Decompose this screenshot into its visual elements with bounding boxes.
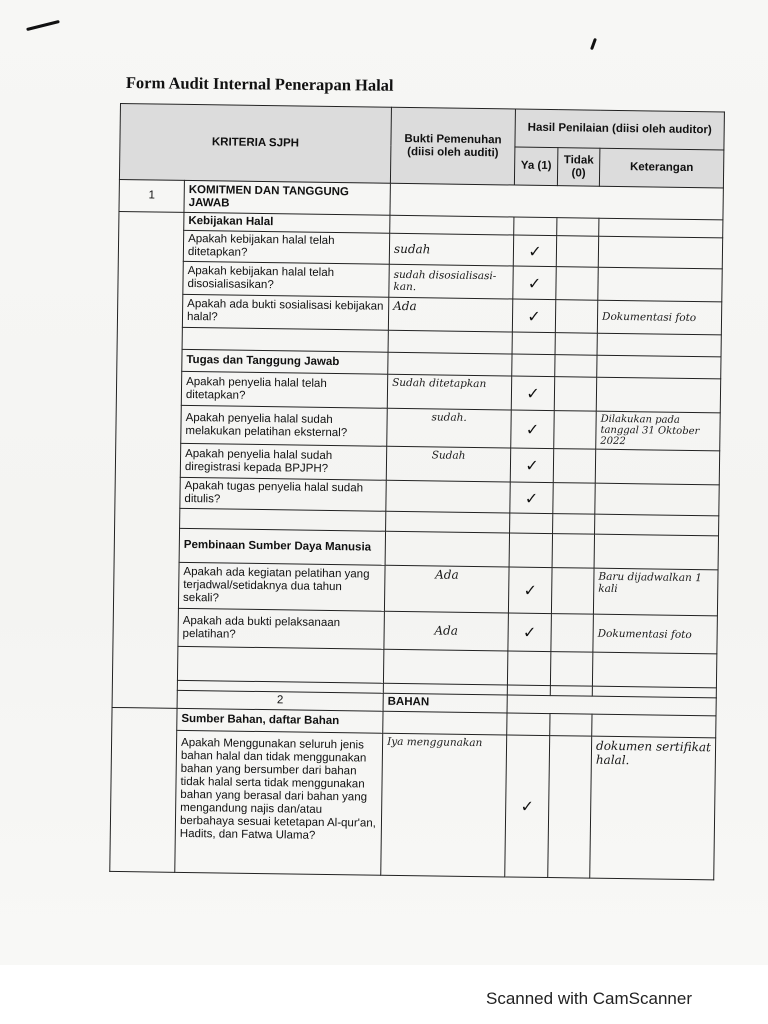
check-mark: ✓ (510, 482, 553, 514)
handwritten-keterangan: Dilakukan pada tanggal 31 Oktober 2022 (596, 411, 721, 451)
subsection-title: Tugas dan Tanggung Jawab (182, 349, 388, 374)
handwritten-keterangan: dokumen sertifikat halal. (590, 736, 716, 880)
handwritten-keterangan: Baru dijadwalkan 1 kali (593, 568, 718, 616)
check-mark: ✓ (508, 567, 552, 614)
header-tidak: Tidak (0) (557, 148, 600, 187)
header-kriteria: KRITERIA SJPH (119, 104, 391, 184)
subsection-title: Pembinaan Sumber Daya Manusia (179, 528, 385, 565)
check-mark: ✓ (510, 448, 553, 483)
header-ya: Ya (1) (514, 147, 558, 186)
check-mark: ✓ (513, 266, 556, 300)
check-mark: ✓ (513, 235, 556, 267)
question-text: Apakah ada bukti sosialisasi kebijakan halal? (182, 294, 388, 330)
check-mark: ✓ (511, 410, 555, 449)
check-mark: ✓ (508, 613, 552, 652)
question-text: Apakah tugas penyelia halal sudah ditulis? (180, 477, 386, 511)
empty-cell (390, 183, 723, 220)
header-keterangan: Keterangan (599, 148, 724, 188)
empty-number-cell (110, 707, 177, 872)
question-text: Apakah penyelia halal telah ditetapkan? (181, 371, 387, 408)
handwritten-bukti: Sudah (386, 446, 510, 482)
header-bukti: Bukti Pemenuhan (diisi oleh auditi) (390, 107, 515, 185)
question-text: Apakah ada kegiatan pelatihan yang terjadwal/setidaknya dua tahun sekali? (178, 562, 385, 611)
handwritten-keterangan: Dokumentasi foto (593, 614, 718, 654)
question-text: Apakah ada bukti pelaksanaan pelatihan? (178, 608, 385, 649)
question-text: Apakah penyelia halal sudah diregistrasi kepada BPJPH? (180, 443, 386, 480)
section-number: 2 (177, 690, 383, 711)
check-mark: ✓ (512, 299, 555, 333)
question-text: Apakah Menggunakan seluruh jenis bahan halal dan tidak menggunakan bahan yang bersumber dari bahan tidak halal serta tidak menggunakan bahan yang berasal dari bahan yang mengandung najis dan/atau berbahaya sesuai ketetapan Al-qur'an, Hadits, dan Fatwa Ulama? (175, 730, 383, 875)
handwritten-bukti: Ada (384, 611, 509, 651)
handwritten-bukti: sudah. (387, 408, 512, 448)
camscanner-watermark: Scanned with CamScanner (485, 989, 692, 1008)
check-mark: ✓ (511, 376, 554, 411)
empty-number-cell (112, 211, 184, 708)
check-mark: ✓ (505, 735, 550, 878)
subsection-title: Kebijakan Halal (184, 212, 390, 233)
question-text: Apakah kebijakan halal telah disosialisasikan? (183, 261, 389, 297)
audit-table (109, 103, 725, 880)
question-text: Apakah kebijakan halal telah ditetapkan? (183, 230, 389, 264)
section-title: BAHAN (383, 693, 507, 713)
question-text: Apakah penyelia halal sudah melakukan pelatihan eksternal? (181, 405, 388, 446)
handwritten-keterangan: Dokumentasi foto (597, 300, 721, 335)
handwritten-bukti: sudah (389, 233, 513, 266)
handwritten-bukti: Sudah ditetapkan (387, 374, 511, 410)
document-title: Form Audit Internal Penerapan Halal (125, 73, 394, 95)
audit-form (109, 103, 724, 880)
subsection-title: Sumber Bahan, daftar Bahan (177, 708, 383, 733)
handwritten-bukti: sudah disosialisasi-kan. (389, 264, 513, 299)
handwritten-bukti: Ada (388, 297, 512, 332)
section-number: 1 (119, 179, 184, 212)
section-title: KOMITMEN DAN TANGGUNG JAWAB (184, 180, 390, 215)
handwritten-bukti: Iya menggunakan (381, 733, 507, 877)
handwritten-bukti: Ada (384, 565, 509, 613)
header-hasil: Hasil Penilaian (diisi oleh auditor) (515, 109, 725, 150)
